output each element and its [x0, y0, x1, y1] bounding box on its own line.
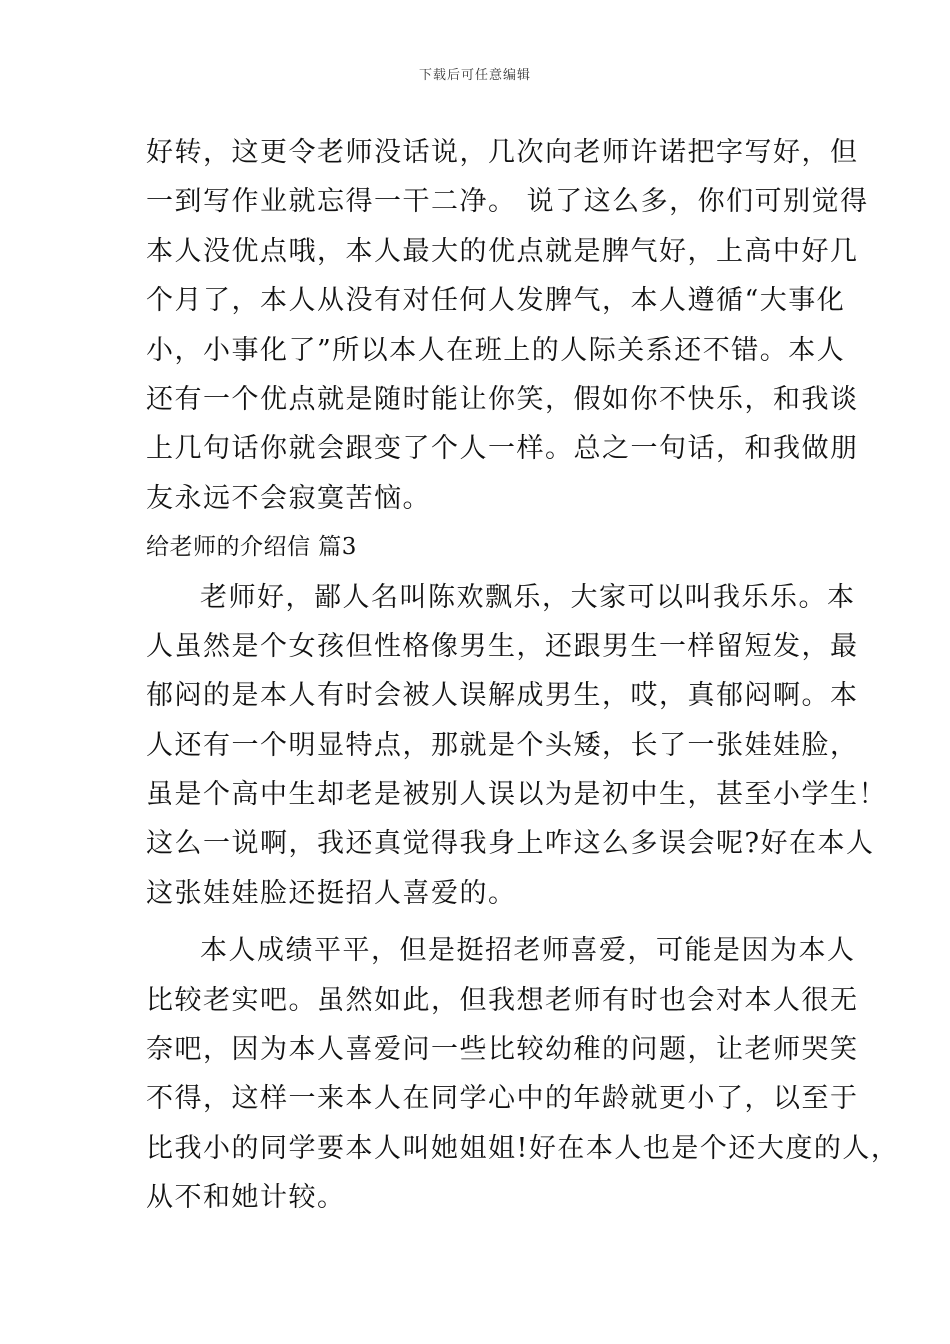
text-line: 好转，这更令老师没话说，几次向老师许诺把字写好，但	[146, 137, 859, 168]
text-line: 还有一个优点就是随时能让你笑，假如你不快乐，和我谈	[146, 383, 859, 415]
document-body	[146, 128, 900, 1223]
text-line: 一到写作业就忘得一干二净。 说了这么多，你们可别觉得	[146, 186, 869, 218]
paragraph-gap	[146, 918, 826, 926]
text-line: 小，小事化了”所以本人在班上的人际关系还不错。本人	[146, 334, 846, 366]
section-continued-text	[146, 128, 869, 523]
paragraph-grades	[146, 926, 900, 1222]
text-line: 比较老实吧。虽然如此，但我想老师有时也会对本人很无	[146, 984, 859, 1016]
text-line: 虽是个高中生却老是被别人误以为是初中生，甚至小学生！	[146, 779, 887, 811]
text-line: 比我小的同学要本人叫她姐姐!好在本人也是个还大度的人，	[146, 1132, 900, 1164]
paragraph-intro	[146, 573, 887, 919]
text-line: 上几句话你就会跟变了个人一样。总之一句话，和我做朋	[146, 433, 859, 465]
text-line: 这么一说啊，我还真觉得我身上咋这么多误会呢?好在本人	[146, 828, 875, 860]
text-line: 友永远不会寂寞苦恼。	[146, 482, 431, 514]
text-line: 老师好，鄙人名叫陈欢飘乐，大家可以叫我乐乐。本	[200, 581, 856, 613]
text-line: 郁闷的是本人有时会被人误解成男生，哎，真郁闷啊。本	[146, 680, 859, 712]
text-line: 人还有一个明显特点，那就是个头矮，长了一张娃娃脸，	[146, 729, 859, 761]
section-heading: 给老师的介绍信 篇3	[146, 534, 357, 561]
text-line: 本人成绩平平，但是挺招老师喜爱，可能是因为本人	[200, 935, 856, 967]
text-line: 个月了，本人从没有对任何人发脾气，本人遵循“大事化	[146, 285, 846, 317]
text-line: 奈吧，因为本人喜爱问一些比较幼稚的问题，让老师哭笑	[146, 1034, 859, 1066]
text-line: 从不和她计较。	[146, 1182, 346, 1214]
text-line: 不得，这样一来本人在同学心中的年龄就更小了，以至于	[146, 1083, 859, 1115]
text-line: 人虽然是个女孩但性格像男生，还跟男生一样留短发，最	[146, 630, 859, 662]
text-line: 本人没优点哦，本人最大的优点就是脾气好，上高中好几	[146, 235, 859, 267]
page-header: 下载后可任意编辑	[418, 68, 531, 83]
text-line: 这张娃娃脸还挺招人喜爱的。	[146, 877, 517, 909]
